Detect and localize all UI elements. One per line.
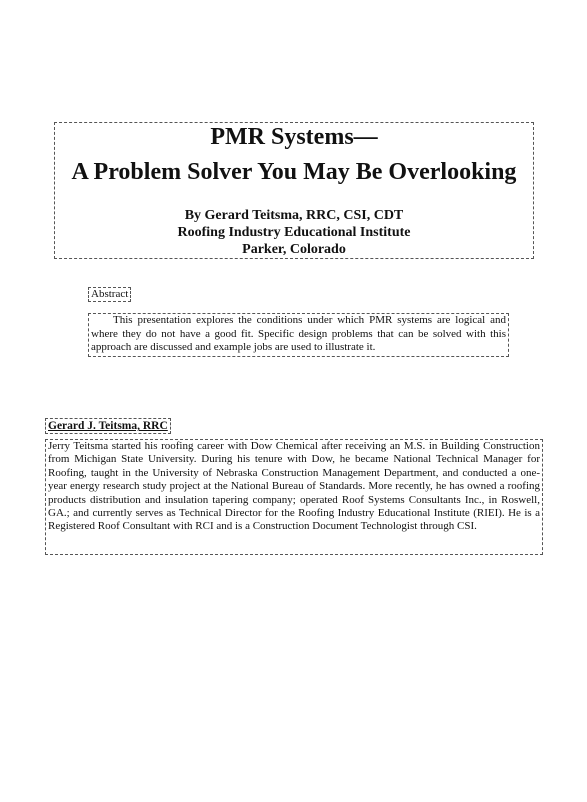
author-bio-heading: Gerard J. Teitsma, RRC [45,418,171,434]
title-block [54,122,534,259]
byline-author: By Gerard Teitsma, RRC, CSI, CDT [184,208,404,223]
author-bio-paragraph: Jerry Teitsma started his roofing career with Dow Chemical after receiving an M.S. in Building Construction from Michigan State University. During his tenure with Dow, he became National Technical Manager for Roofing, taught in the University of Nebraska Construction Management Department, and conducted a one-year energy research study project at the National Bureau of Standards. More recently, he has owned a roofing products distribution and insulation tapering company; operated Roof Systems Consultants Inc., in Roswell, GA.; and currently serves as Technical Director for the Roofing Industry Educational Institute (RIEI). He is a Registered Roof Consultant with RCI and is a Construction Document Technologist through CSI. [45,439,543,555]
abstract-heading: Abstract [88,287,131,302]
page-title: PMR Systems— [210,124,378,150]
byline-location: Parker, Colorado [242,242,346,257]
page-subtitle: A Problem Solver You May Be Overlooking [71,159,517,185]
byline-organization: Roofing Industry Educational Institute [177,225,411,240]
abstract-paragraph: This presentation explores the conditions under which PMR systems are logical and where they do not have a good fit. Specific design problems that can be solved with this approach are discussed and example jobs are used to illustrate it. [88,313,509,357]
